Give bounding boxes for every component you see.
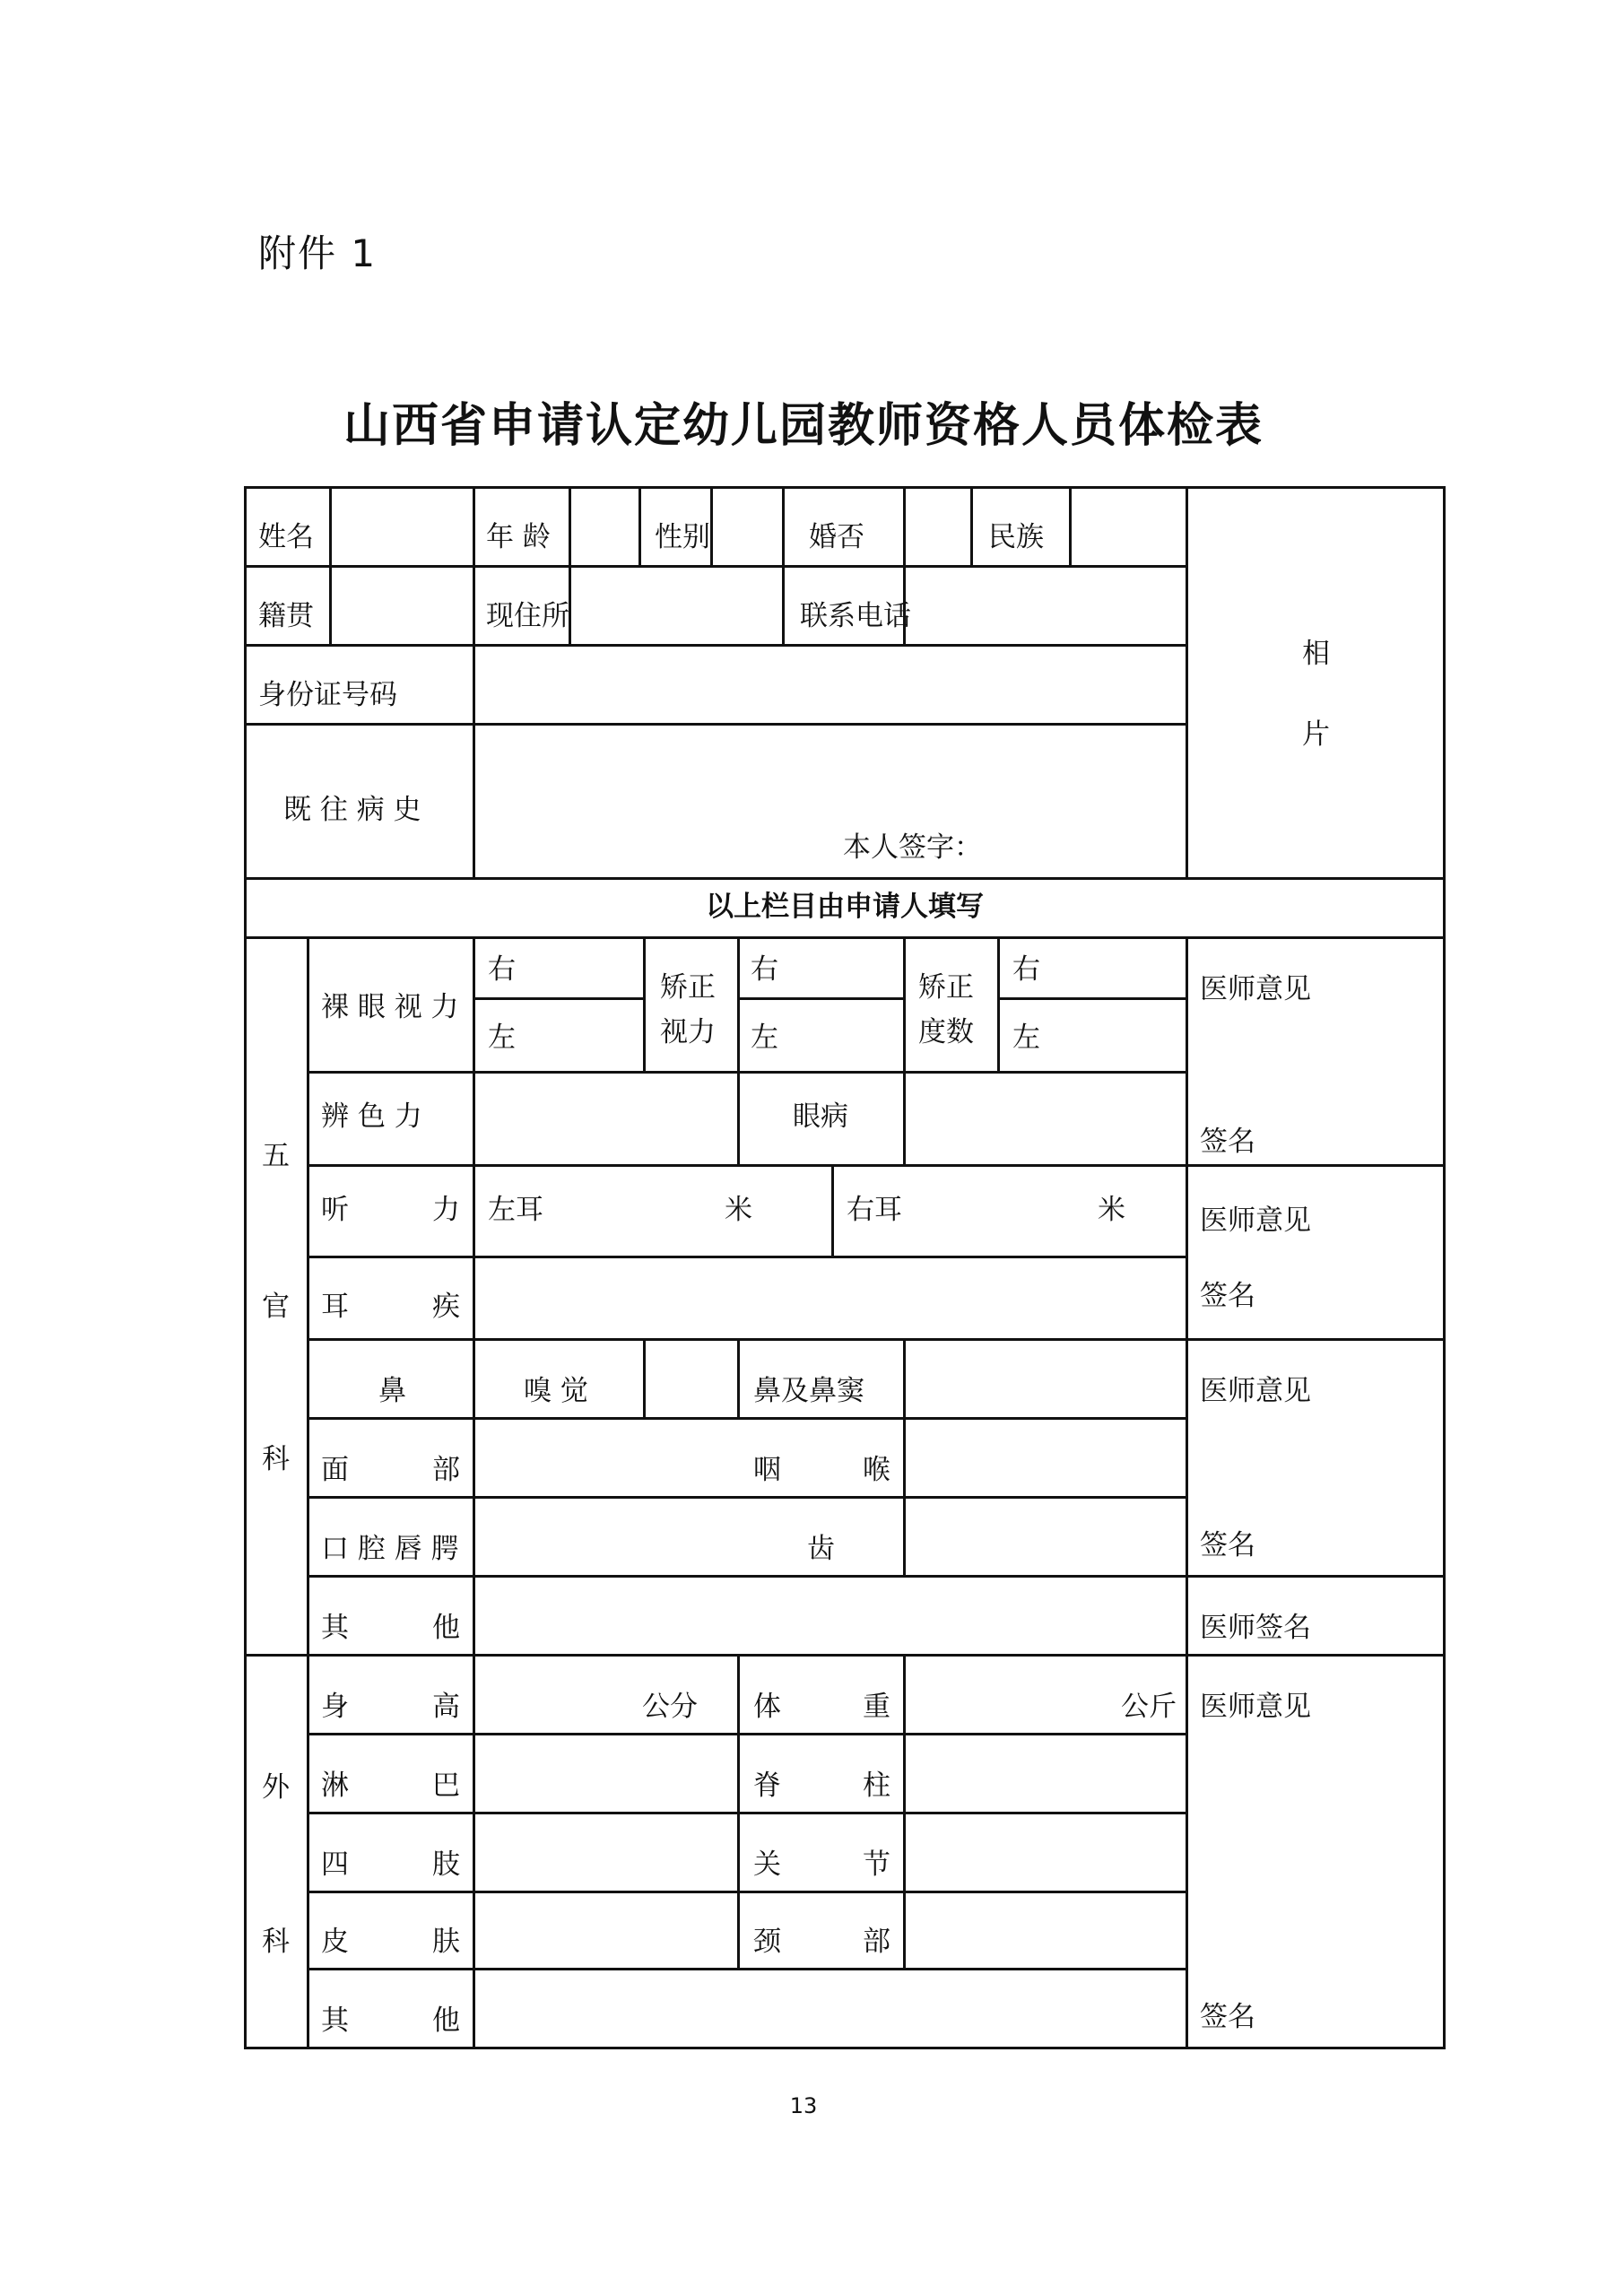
doctor-opinion-2: 医师意见: [1200, 1205, 1311, 1237]
label-weight-b: 重: [863, 1691, 890, 1723]
label-sinus: 鼻及鼻窦: [753, 1375, 864, 1407]
col-smell-a: [643, 1338, 646, 1417]
col-ethnic-val: [1069, 486, 1072, 565]
line-ear: [307, 1338, 1446, 1341]
line-note: [244, 936, 1446, 939]
col-vision-a: [643, 936, 646, 1071]
col-surgery-val: [903, 1654, 906, 1968]
label-mouth: 口 腔 唇 腭: [321, 1533, 459, 1565]
label-medical-history: 既 往 病 史: [283, 794, 421, 826]
unit-cm: 公分: [642, 1691, 698, 1723]
line-vision: [307, 1071, 1186, 1074]
col-marital-val: [903, 486, 906, 565]
label-corrected-2: 视力: [660, 1016, 716, 1048]
label-limbs-a: 四: [321, 1848, 349, 1881]
label-id-number: 身份证号码: [258, 679, 397, 711]
facial-section-1: 五: [262, 1140, 290, 1172]
label-joint-b: 节: [863, 1848, 890, 1881]
col-label-bottom: [473, 936, 475, 2047]
line-skin: [307, 1968, 1186, 1970]
label-left-ear: 左耳: [488, 1194, 543, 1226]
label-color-vision: 辨 色 力: [321, 1100, 422, 1133]
col-photo-lower: [1186, 936, 1188, 2047]
doctor-opinion-4: 医师意见: [1200, 1691, 1311, 1723]
facial-section-2: 官: [262, 1291, 290, 1323]
label-skin-b: 肤: [432, 1926, 460, 1958]
label-other-a: 其: [321, 1612, 349, 1644]
label-nose: 鼻: [378, 1375, 406, 1407]
label-face-a: 面: [321, 1454, 349, 1486]
label-name: 姓名: [258, 521, 314, 553]
col-surgery-mid: [737, 1654, 740, 1968]
label-self-signature: 本人签字：: [843, 831, 982, 864]
label-neck-a: 颈: [753, 1926, 781, 1958]
label-skin-a: 皮: [321, 1926, 349, 1958]
label-ear-disease-b: 疾: [432, 1291, 460, 1323]
photo-label-1: 相: [1302, 638, 1330, 670]
line-limbs: [307, 1891, 1186, 1893]
col-vision-b: [737, 936, 740, 1164]
col-age-val: [569, 486, 571, 565]
label-joint-a: 关: [753, 1848, 781, 1881]
col-vision-d: [997, 936, 1000, 1071]
line-row3: [244, 723, 1186, 726]
col-vision-c: [903, 936, 906, 1164]
line-row4: [244, 877, 1446, 880]
line-vision-r3: [997, 997, 1186, 1000]
unit-meter-1: 米: [725, 1194, 752, 1226]
label-other-b: 他: [432, 1612, 460, 1644]
col-smell-b: [737, 1338, 740, 1417]
label-lymph-b: 巴: [432, 1770, 460, 1802]
label-lymph-a: 淋: [321, 1770, 349, 1802]
photo-label-2: 片: [1302, 718, 1330, 751]
line-hearing: [307, 1256, 1186, 1258]
vision-right-3: 右: [1012, 953, 1040, 986]
col-photo: [1186, 486, 1188, 877]
surgery-section-1: 外: [262, 1771, 290, 1804]
label-marital: 婚否: [809, 521, 864, 553]
applicant-note: 以上栏目由申请人填写: [706, 891, 984, 923]
line-mouth: [307, 1575, 1446, 1578]
border-right: [1443, 486, 1446, 2048]
sign-1: 签名: [1200, 1126, 1255, 1158]
sign-2: 签名: [1200, 1280, 1255, 1312]
label-other-surgery-a: 其: [321, 2005, 349, 2037]
col-age-end: [638, 486, 641, 565]
label-degree-2: 度数: [918, 1016, 974, 1048]
vision-right-2: 右: [751, 953, 778, 986]
col-marital-end: [970, 486, 973, 565]
label-native-place: 籍贯: [258, 600, 314, 632]
label-hearing-a: 听: [321, 1194, 349, 1226]
surgery-section-2: 科: [262, 1926, 290, 1958]
label-ethnicity: 民族: [988, 521, 1044, 553]
page-title: 山西省申请认定幼儿园教师资格人员体检表: [343, 399, 1264, 453]
label-height-b: 高: [432, 1691, 460, 1723]
label-right-ear: 右耳: [847, 1194, 902, 1226]
vision-right-1: 右: [488, 953, 516, 986]
border-left: [244, 486, 247, 2048]
label-eye-disease: 眼病: [793, 1100, 848, 1133]
label-other-surgery-b: 他: [432, 2005, 460, 2037]
col-phone: [782, 565, 785, 644]
doctor-opinion-1: 医师意见: [1200, 973, 1311, 1005]
doctor-opinion-3: 医师意见: [1200, 1375, 1311, 1407]
line-color: [307, 1164, 1446, 1167]
label-throat-a: 咽: [753, 1454, 781, 1486]
line-nose: [307, 1417, 1186, 1420]
label-smell: 嗅 觉: [524, 1375, 588, 1407]
col-name-val: [329, 486, 332, 644]
border-bottom: [244, 2047, 1446, 2049]
label-neck-b: 部: [863, 1926, 890, 1958]
label-age: 年 龄: [486, 521, 551, 553]
line-row2: [244, 644, 1186, 647]
vision-left-3: 左: [1012, 1022, 1040, 1054]
vision-left-2: 左: [751, 1022, 778, 1054]
unit-meter-2: 米: [1098, 1194, 1125, 1226]
page-number: 13: [789, 2093, 818, 2118]
label-degree-1: 矫正: [918, 971, 974, 1004]
line-other: [244, 1654, 1446, 1657]
doctor-sign: 医师签名: [1200, 1612, 1311, 1644]
label-hearing-b: 力: [432, 1194, 460, 1226]
label-ear-disease-a: 耳: [321, 1291, 349, 1323]
label-spine-b: 柱: [863, 1770, 890, 1802]
label-naked-vision: 裸 眼 视 力: [321, 991, 459, 1023]
line-vision-r2: [737, 997, 903, 1000]
label-face-b: 部: [432, 1454, 460, 1486]
label-limbs-b: 肢: [432, 1848, 460, 1881]
label-corrected-1: 矫正: [660, 971, 716, 1004]
label-teeth: 齿: [807, 1533, 835, 1565]
annex-label: 附件 1: [258, 231, 378, 275]
facial-section-3: 科: [262, 1443, 290, 1475]
label-spine-a: 脊: [753, 1770, 781, 1802]
sign-4: 签名: [1200, 2001, 1255, 2033]
col-nose-val: [903, 1338, 906, 1575]
label-gender: 性别: [655, 521, 710, 553]
label-phone: 联系电话: [800, 600, 911, 632]
unit-kg: 公斤: [1121, 1691, 1177, 1723]
col-section: [307, 936, 309, 2047]
col-label-top: [473, 486, 475, 877]
label-residence: 现住所: [486, 600, 569, 632]
line-lymph: [307, 1812, 1186, 1814]
col-gender-end: [782, 486, 785, 565]
col-hearing: [831, 1164, 834, 1256]
line-face: [307, 1496, 1186, 1499]
border-top: [244, 486, 1446, 489]
line-height: [307, 1733, 1186, 1735]
col-gender-val: [710, 486, 713, 565]
vision-left-1: 左: [488, 1022, 516, 1054]
label-height-a: 身: [321, 1691, 349, 1723]
label-throat-b: 喉: [863, 1454, 890, 1486]
line-vision-r1: [473, 997, 643, 1000]
label-weight-a: 体: [753, 1691, 781, 1723]
line-row1: [244, 565, 1186, 568]
health-exam-form: [244, 486, 1446, 2048]
sign-3: 签名: [1200, 1529, 1255, 1561]
